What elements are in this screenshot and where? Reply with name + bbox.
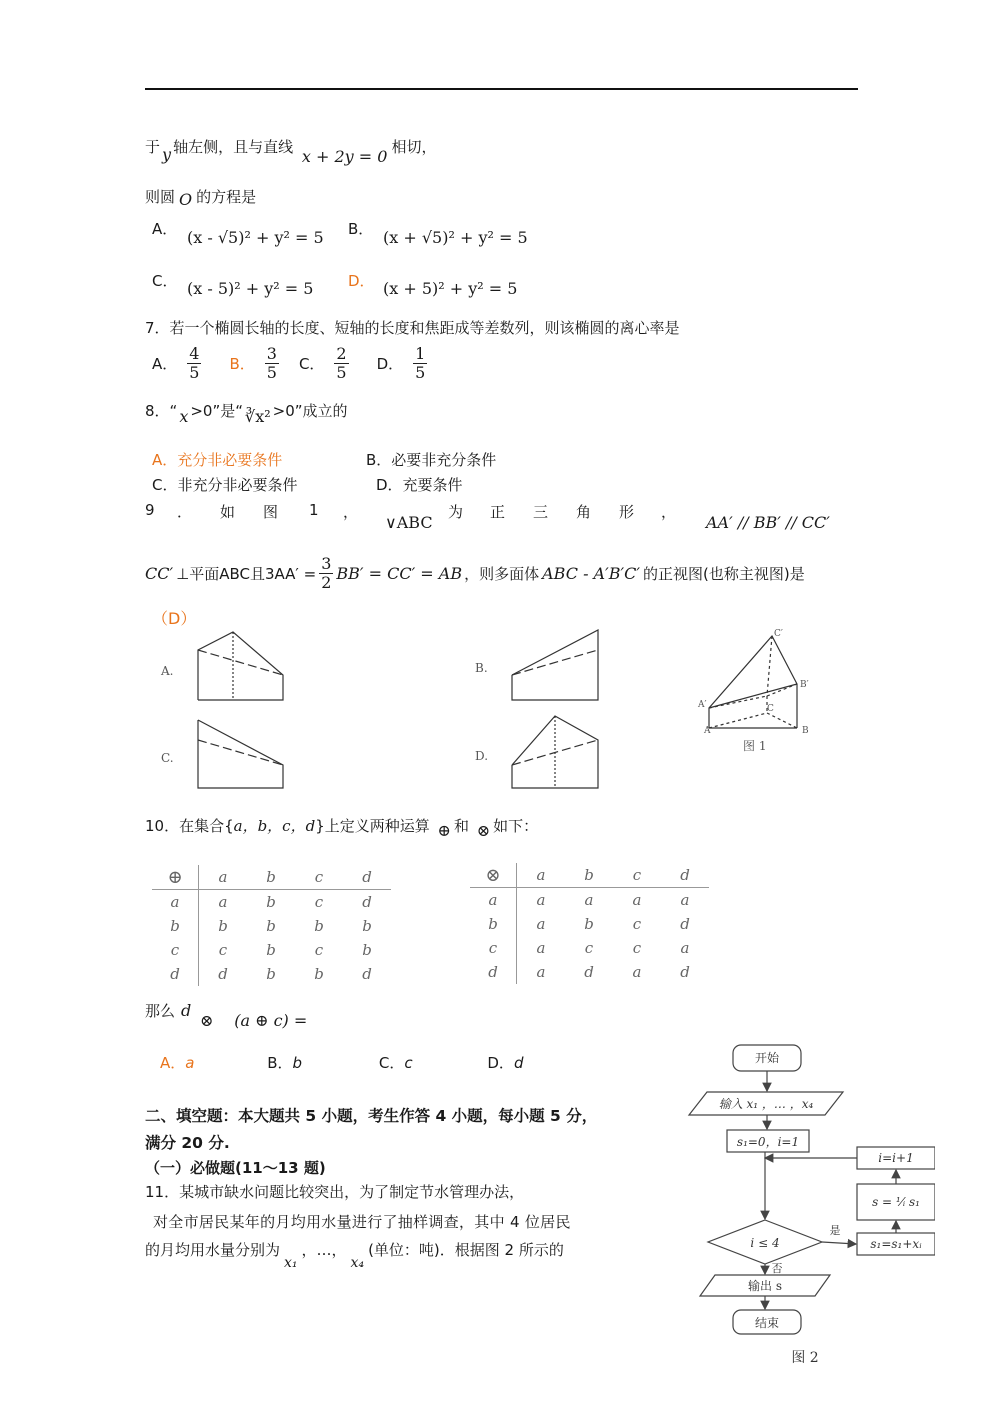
- flow-input: 输入 x₁ ，… ，x₄: [718, 1097, 814, 1111]
- q10-option-d[interactable]: D．d: [487, 1054, 524, 1072]
- q8-option-c[interactable]: C．非充分非必要条件: [152, 476, 298, 494]
- flow-yes: 是: [829, 1224, 841, 1237]
- fig1-caption: 图 1: [743, 739, 767, 753]
- q6-line1: 于 y 轴左侧，且与直线 x + 2y = 0 相切，: [145, 138, 437, 166]
- table-row: d a d a d: [470, 960, 709, 984]
- q6-line2: 则圆 O 的方程是: [145, 188, 257, 209]
- q7-stem: 7．若一个椭圆长轴的长度、短轴的长度和焦距成等差数列，则该椭圆的离心率是: [145, 319, 680, 337]
- q8-option-b[interactable]: B．必要非充分条件: [366, 451, 497, 469]
- otimes-table: [470, 863, 709, 984]
- q9-choice-d-label: D.: [475, 749, 489, 763]
- q10-option-c[interactable]: C．c: [378, 1054, 413, 1072]
- q9-choice-b-label: B.: [475, 661, 488, 675]
- q7-option-a-label[interactable]: A．: [152, 355, 178, 374]
- flow-start: 开始: [754, 1051, 780, 1065]
- q8-option-d[interactable]: D．充要条件: [376, 476, 463, 494]
- q6-option-b: (x + √5)² + y² = 5: [383, 228, 528, 247]
- fig1-label-B1: B′: [800, 680, 809, 690]
- flow-no: 否: [771, 1262, 783, 1275]
- q9-choice-c-figure: [198, 720, 283, 788]
- q7-option-a-frac: $\frac{4}{5}$: [189, 344, 200, 383]
- oplus-table: [152, 865, 391, 986]
- q10-option-b[interactable]: B．b: [267, 1054, 303, 1072]
- q9-answer: （D）: [152, 609, 197, 628]
- q6-option-a-label[interactable]: A．: [152, 220, 178, 238]
- q7-option-c-label[interactable]: C．: [298, 355, 325, 374]
- q7-option-b-frac: $\frac{3}{5}$: [266, 344, 277, 383]
- q7-option-b-label[interactable]: B．: [229, 355, 255, 374]
- q6-option-d: (x + 5)² + y² = 5: [383, 279, 518, 298]
- q10-options: [160, 1052, 523, 1073]
- header-rule: [145, 88, 858, 90]
- table-row: c a c c a: [470, 936, 709, 960]
- flow-update-s1: s₁=s₁+xᵢ: [870, 1237, 922, 1251]
- q11-line1: 11．某城市缺水问题比较突出，为了制定节水管理办法，: [145, 1183, 525, 1201]
- flow-cond: i ≤ 4: [750, 1236, 780, 1250]
- q8-option-a[interactable]: A．充分非必要条件: [152, 451, 283, 469]
- q6-option-c: (x - 5)² + y² = 5: [187, 279, 314, 298]
- q7-option-d-label[interactable]: D．: [376, 355, 404, 374]
- fig1-label-B: B: [802, 726, 809, 736]
- table-row: b b b b b: [152, 914, 391, 938]
- q7-option-c-frac: $\frac{2}{5}$: [336, 344, 347, 383]
- table-row: d d b b d: [152, 962, 391, 986]
- q9-choice-d-figure: [512, 716, 598, 788]
- flowchart: [685, 1040, 935, 1380]
- table-row: c c b c b: [152, 938, 391, 962]
- table-row: a a b c d: [152, 890, 391, 915]
- otimes-header-row: ⊗ a b c d: [470, 863, 709, 888]
- q10-option-a[interactable]: A．a: [160, 1054, 195, 1072]
- q6-option-d-label[interactable]: D．: [348, 272, 375, 290]
- q9-figure1: [709, 636, 797, 728]
- q6-option-b-label[interactable]: B．: [348, 220, 374, 238]
- q9-choice-c-label: C.: [161, 751, 174, 765]
- flow-output: 输出 s: [748, 1279, 782, 1293]
- q9-figures: [150, 620, 850, 800]
- q8-stem: 8．“ x >0”是“ ∛x² >0”成立的: [145, 402, 348, 426]
- table-row: b a b c d: [470, 912, 709, 936]
- q9-choice-b-figure: [512, 630, 598, 700]
- flow-end: 结束: [754, 1316, 780, 1330]
- oplus-header-row: ⊕ a b c d: [152, 865, 391, 890]
- q9-choice-a-label: A.: [161, 664, 174, 678]
- q11-line2: 对全市居民某年的月均用水量进行了抽样调查，其中 4 位居民: [153, 1213, 571, 1231]
- section2-sub: （一）必做题(11～13 题): [145, 1159, 326, 1177]
- fig1-label-A1: A′: [698, 700, 707, 710]
- q10-stem: 10．在集合{a，b，c，d}上定义两种运算 ⊕ 和 ⊗ 如下：: [145, 817, 539, 840]
- table-row: a a a a a: [470, 888, 709, 913]
- q11-line3: 的月均用水量分别为x₁，…，x₄(单位：吨)．根据图 2 所示的: [145, 1241, 564, 1271]
- flow-caption: 图 2: [791, 1350, 819, 1366]
- q7-options: [152, 345, 427, 383]
- q10-question: 那么 d ⊗ (a ⊕ c) =: [145, 1001, 308, 1030]
- q7-option-d-frac: $\frac{1}{5}$: [415, 344, 426, 383]
- section2-title-line1: 二、填空题：本大题共 5 小题，考生作答 4 小题，每小题 5 分，: [145, 1107, 598, 1125]
- flow-update-s: s = ¹⁄ᵢ s₁: [872, 1195, 920, 1209]
- q6-option-a: (x - √5)² + y² = 5: [187, 228, 324, 247]
- q9-line2: CC′ ⊥平面ABC且3AA′ = $\frac{3}{2}$ BB′ = CC′ = AB ，则多面体 ABC - A′B′C′ 的正视图(也称主视图)是: [145, 554, 805, 593]
- q6-option-c-label[interactable]: C．: [152, 272, 178, 290]
- fig1-label-A: A: [704, 726, 711, 736]
- flow-inc: i=i+1: [878, 1151, 914, 1165]
- q9-line1: 9 ． 如 图 1 ， ∨ABC 为 正 三 角 形 ， AA′ // BB′ // CC′: [145, 501, 830, 532]
- fig1-label-C: C: [767, 704, 774, 714]
- section2-title-line2: 满分 20 分.: [145, 1134, 230, 1152]
- flow-init: s₁=0，i=1: [736, 1135, 800, 1149]
- q9-choice-a-figure: [198, 632, 283, 700]
- fig1-label-C1: C′: [774, 629, 783, 639]
